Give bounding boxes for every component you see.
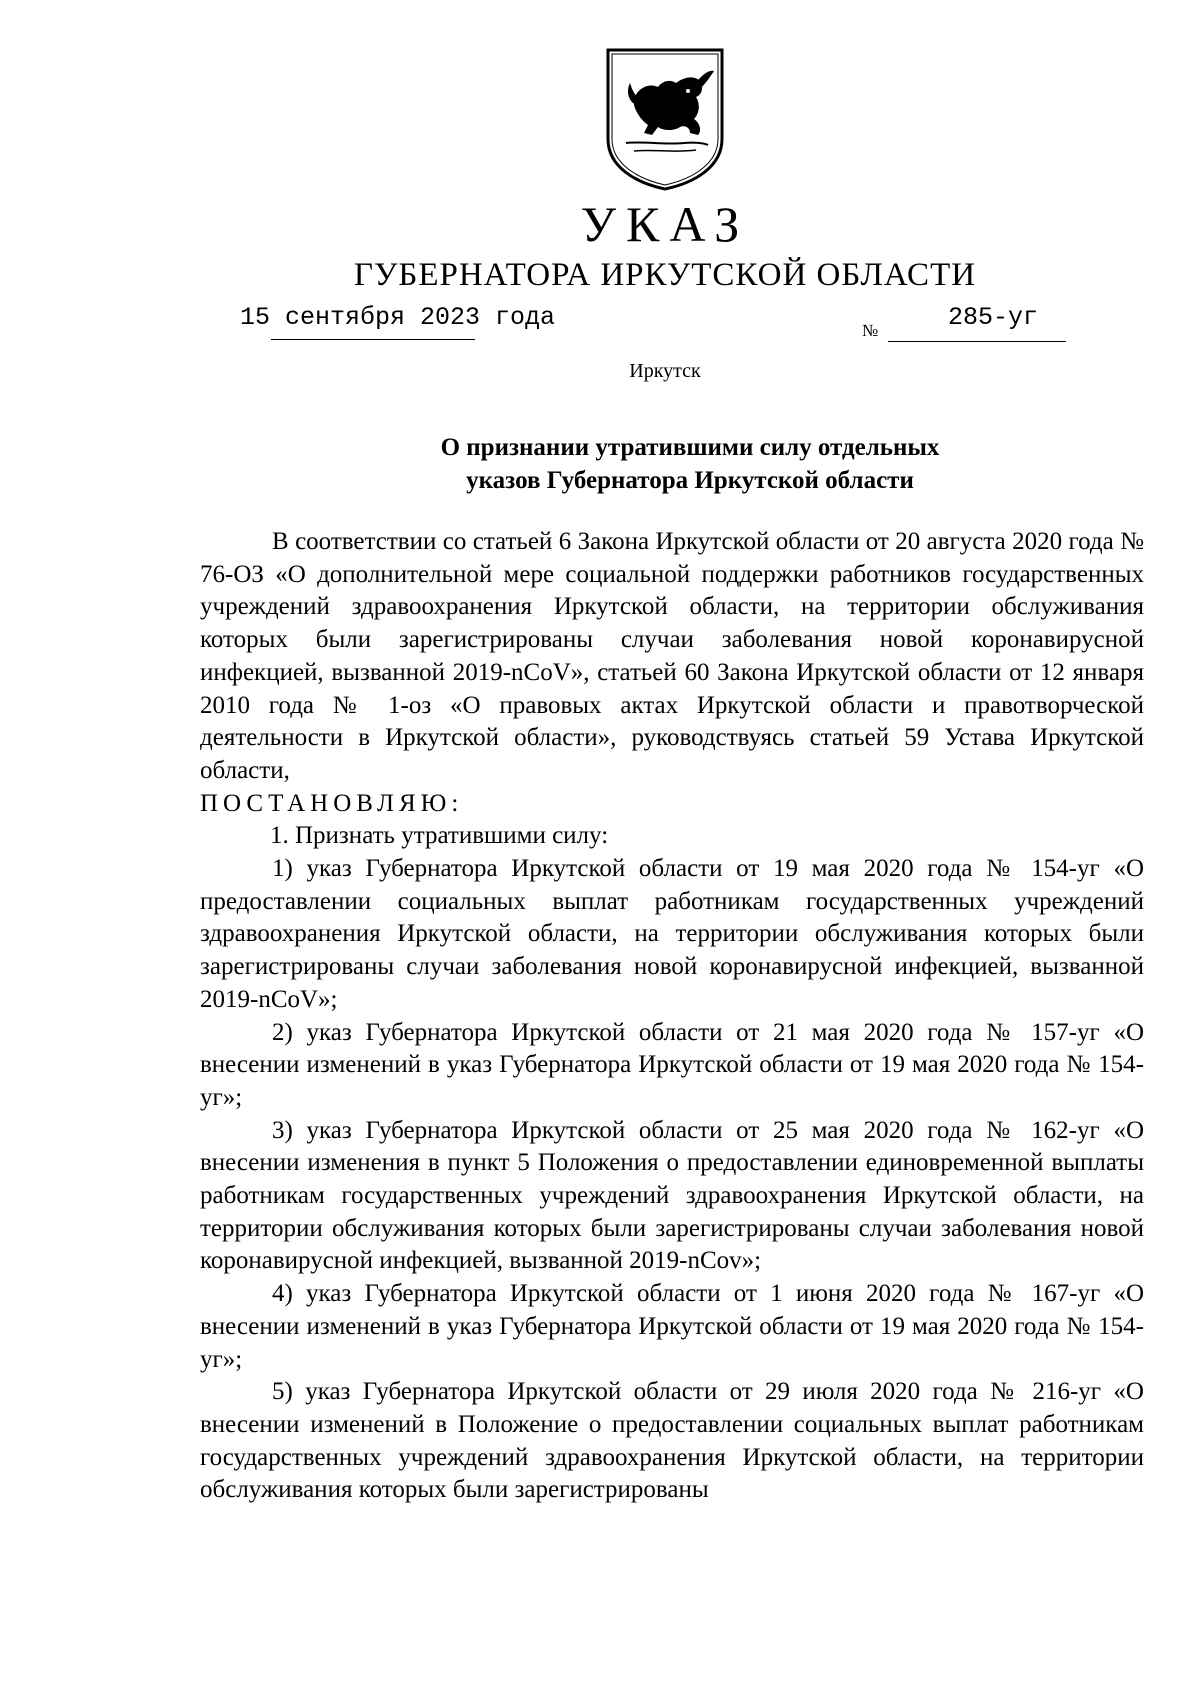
sub-item-2: 2) указ Губернатора Иркутской области от 21 мая 2020 года № 157-уг «О внесении изменений в указ Губернатора Иркутской области от 19 мая 2020 года № 154-уг»;: [200, 1018, 1144, 1111]
item-1: 1. Признать утратившими силу:: [270, 822, 609, 850]
sub-item-1: 1) указ Губернатора Иркутской области от 19 мая 2020 года № 154-уг «О предоставлении социальных выплат работникам государственных учреждений здравоохранения Иркутской области, на территории обслуживания которых были зарегистрированы случаи заболевания новой коронавирусной инфекцией, вызванной 2019-nCoV»;: [200, 855, 1144, 1013]
heading-line-1: О признании утратившими силу отдельных: [440, 434, 940, 461]
resolves-label: ПОСТАНОВЛЯЮ:: [200, 789, 464, 817]
city: Иркутск: [629, 360, 701, 382]
number-sign: №: [862, 321, 879, 340]
sub-item-4: 4) указ Губернатора Иркутской области от 1 июня 2020 года № 167-уг «О внесении изменений в указ Губернатора Иркутской области от 19 мая 2020 года № 154-уг»;: [200, 1280, 1144, 1373]
number-underline: [888, 341, 1066, 342]
decree-date: 15 сентября 2023 года: [240, 303, 556, 332]
irkutsk-coat-of-arms-icon: [604, 47, 726, 191]
preamble-paragraph: В соответствии со статьей 6 Закона Иркутской области от 20 августа 2020 года № 76-ОЗ «О дополнительной мере социальной поддержки работников государственных учреждений здравоохранения Иркутской области, на территории обслуживания которых были зарегистрированы случаи заболевания новой коронавирусной инфекцией, вызванной 2019-nCoV», статьей 60 Закона Иркутской области от 12 января 2010 года № 1-оз «О правовых актах Иркутской области и правотворческой деятельности в Иркутской области», руководствуясь статьей 59 Устава Иркутской области,: [200, 528, 1144, 784]
sub-item-3: 3) указ Губернатора Иркутской области от 25 мая 2020 года № 162-уг «О внесении изменения в пункт 5 Положения о предоставлении единовременной выплаты работникам государственных учреждений здравоохранения Иркутской области, на территории обслуживания которых были зарегистрированы случаи заболевания новой коронавирусной инфекцией, вызванной 2019-nCov»;: [200, 1116, 1144, 1275]
decree-title: УКАЗ: [580, 196, 750, 252]
decree-subtitle: ГУБЕРНАТОРА ИРКУТСКОЙ ОБЛАСТИ: [353, 257, 977, 293]
heading-line-2: указов Губернатора Иркутской области: [466, 467, 914, 494]
date-underline: [271, 339, 475, 340]
decree-number: 285-уг: [948, 303, 1039, 332]
document-heading: [400, 431, 980, 497]
document-body: [200, 526, 1144, 1507]
sub-item-5: 5) указ Губернатора Иркутской области от 29 июля 2020 года № 216-уг «О внесении изменений в Положение о предоставлении социальных выплат работникам государственных учреждений здравоохранения Иркутской области, на территории обслуживания которых были зарегистрированы: [200, 1378, 1144, 1504]
